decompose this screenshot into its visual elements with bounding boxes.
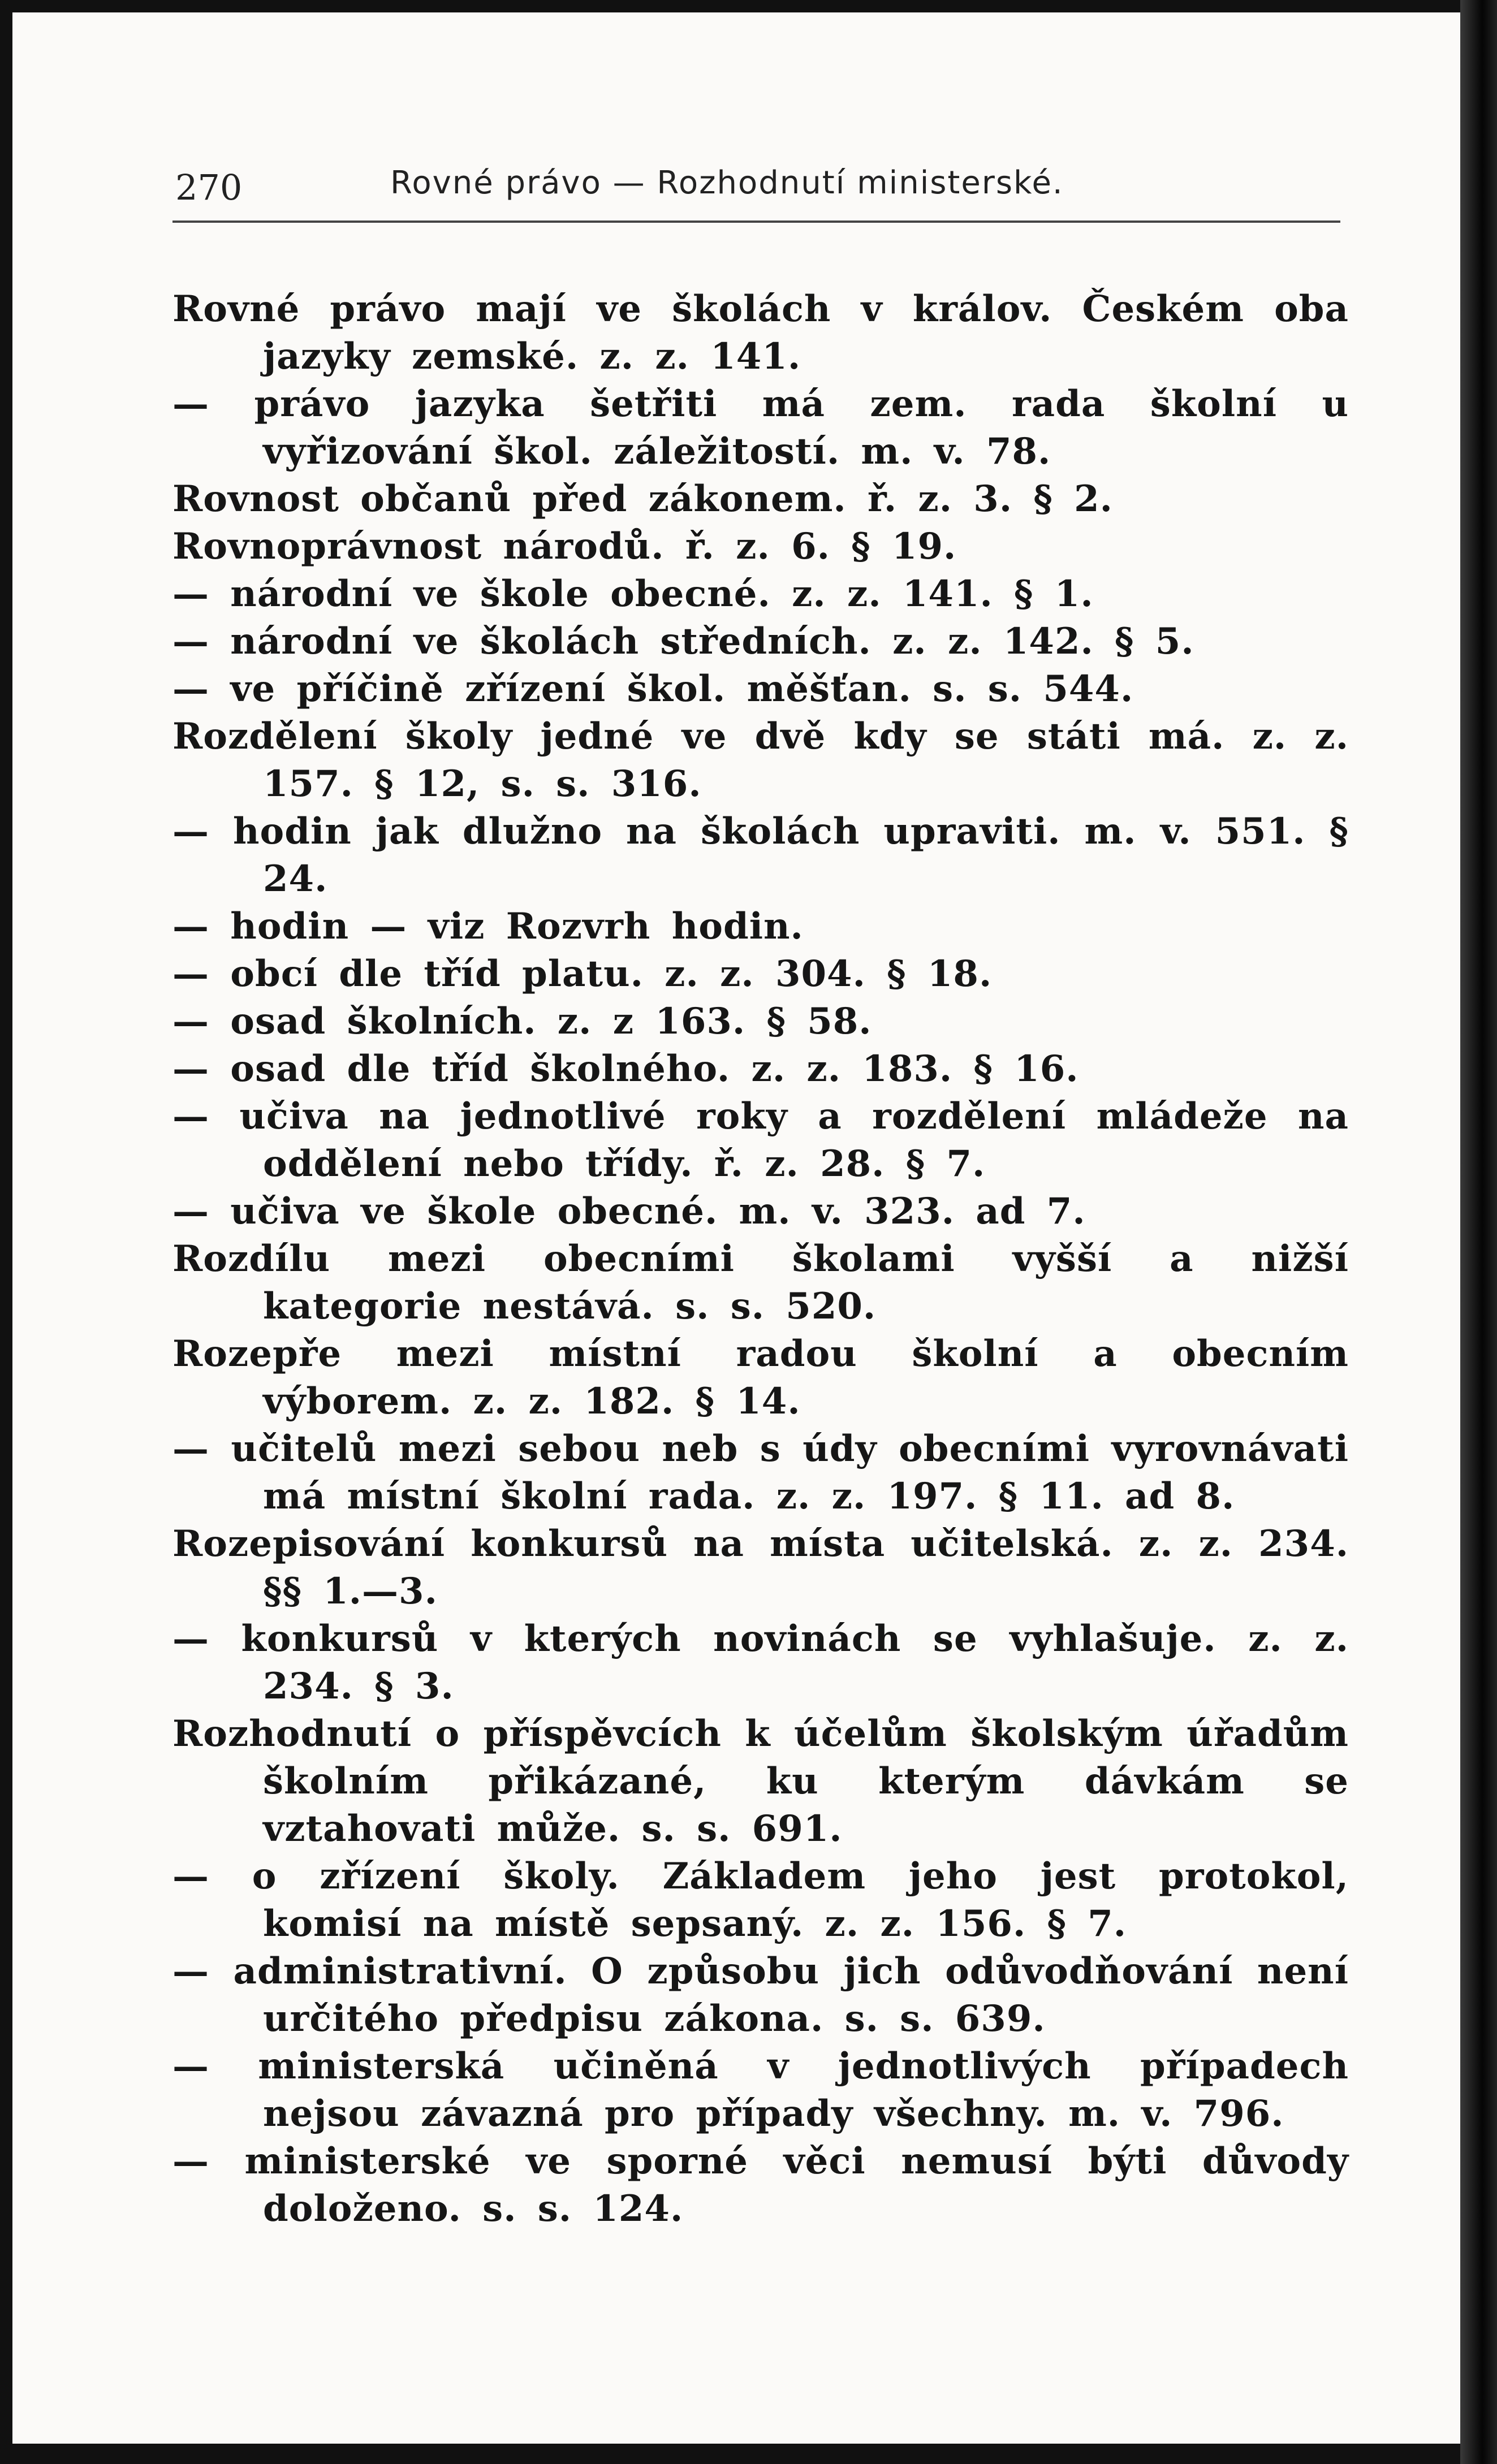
index-list [172,286,1349,2233]
index-entry: Rozdílu mezi obecními školami vyšší a nižší kategorie nestává. s. s. 520. [172,1238,1349,1328]
index-subentry: — učiva ve škole obecné. m. v. 323. ad 7. [172,1190,1086,1233]
index-entry: Rovné právo mají ve školách v králov. Českém oba jazyky zemské. z. z. 141. [172,288,1349,378]
index-subentry: — učiva na jednotlivé roky a rozdělení mládeže na oddělení nebo třídy. ř. z. 28. § 7. [172,1095,1349,1185]
index-subentry: — ve příčině zřízení škol. měšťan. s. s. 544. [172,668,1134,710]
index-subentry: — administrativní. O způsobu jich odůvodňování není určitého předpisu zákona. s. s. 639. [172,1950,1349,2040]
index-entry: Rovnoprávnost národů. ř. z. 6. § 19. [172,525,957,568]
index-subentry: — ministerské ve sporné věci nemusí býti důvody doloženo. s. s. 124. [172,2140,1349,2230]
page-header [164,161,1357,212]
page-number: 270 [175,167,243,208]
index-subentry: — ministerská učiněná v jednotlivých případech nejsou závazná pro případy všechny. m. v. 796. [172,2045,1349,2135]
page-edge-shadow [1460,0,1497,2464]
index-subentry: — osad dle tříd školného. z. z. 183. § 16. [172,1048,1079,1090]
index-subentry: — národní ve škole obecné. z. z. 141. § 1. [172,573,1094,615]
index-subentry: — obcí dle tříd platu. z. z. 304. § 18. [172,953,993,995]
index-subentry: — hodin — viz Rozvrh hodin. [172,905,804,948]
index-entry: Rozhodnutí o příspěvcích k účelům školským úřadům školním přikázané, ku kterým dávkám se vztahovati může. s. s. 691. [172,1713,1349,1850]
index-subentry: — osad školních. z. z 163. § 58. [172,1000,872,1043]
index-subentry: — právo jazyka šetřiti má zem. rada školní u vyřizování škol. záležitostí. m. v. 78. [172,383,1349,473]
index-entry: Rozepře mezi místní radou školní a obecním výborem. z. z. 182. § 14. [172,1333,1349,1423]
header-rule [172,221,1340,223]
index-subentry: — o zřízení školy. Základem jeho jest protokol, komisí na místě sepsaný. z. z. 156. § 7. [172,1855,1349,1945]
index-subentry: — národní ve školách středních. z. z. 142. § 5. [172,620,1194,663]
index-entry: Rozepisování konkursů na místa učitelská. z. z. 234. §§ 1.—3. [172,1523,1349,1613]
index-subentry: — hodin jak dlužno na školách upraviti. m. v. 551. § 24. [172,810,1349,900]
index-subentry: — učitelů mezi sebou neb s údy obecními vyrovnávati má místní školní rada. z. z. 197. § 11. ad 8. [172,1428,1349,1518]
running-title: Rovné právo — Rozhodnutí ministerské. [390,165,1064,201]
index-subentry: — konkursů v kterých novinách se vyhlašuje. z. z. 234. § 3. [172,1618,1349,1707]
index-entry: Rozdělení školy jedné ve dvě kdy se státi má. z. z. 157. § 12, s. s. 316. [172,715,1349,805]
index-entry: Rovnost občanů před zákonem. ř. z. 3. § 2. [172,478,1113,520]
